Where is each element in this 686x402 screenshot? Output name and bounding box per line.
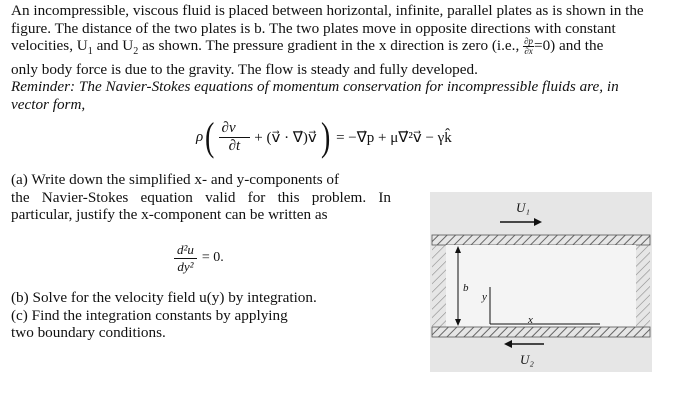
dp-dx-fraction: $\frac{\partial p}{\partial x}$ xyxy=(524,36,534,57)
gap-label: b xyxy=(463,282,469,294)
fluid-region xyxy=(446,245,636,327)
right-paren: ) xyxy=(320,114,331,159)
problem-statement xyxy=(11,2,677,114)
parallel-plates-figure xyxy=(430,192,660,377)
part-a xyxy=(11,171,391,224)
left-paren: ( xyxy=(205,114,215,159)
part-c-line-2: two boundary conditions. xyxy=(11,324,166,342)
reminder-line-1: Reminder: The Navier-Stokes equations of momentum conservation for incompressible fluids are, in xyxy=(11,78,619,96)
u1-label: U₁ xyxy=(516,200,530,215)
right-wall xyxy=(636,245,650,327)
part-a-line-1: (a) Write down the simplified x- and y-components of xyxy=(11,171,340,188)
second-derivative-fraction: $\frac{\text{d²u}}{\text{dy²}}$ xyxy=(174,242,197,275)
intro-line-4: only body force is due to the gravity. The flow is steady and fully developed. xyxy=(11,60,478,78)
part-c-line-1: (c) Find the integration constants by applying xyxy=(11,306,288,324)
left-wall xyxy=(432,245,446,327)
x-label: x xyxy=(528,314,533,326)
top-plate xyxy=(432,235,650,245)
simplified-eq-rhs: = 0. xyxy=(201,250,224,265)
part-a-line-2: the Navier-Stokes equation valid for this problem. In xyxy=(11,188,391,206)
y-label: y xyxy=(482,291,487,303)
part-b-line: (b) Solve for the velocity field u(y) by integration. xyxy=(11,289,317,306)
u2-label: U₂ xyxy=(520,352,534,367)
convective-term: + (v⃗ · ∇⃗)v⃗ xyxy=(254,129,317,146)
part-b-c xyxy=(11,289,391,342)
part-a-line-3: particular, justify the x-component can be written as xyxy=(11,206,328,224)
time-derivative-fraction: $\frac{\partial v⃗}{\partial t}$ xyxy=(219,120,251,155)
simplified-equation xyxy=(172,240,224,276)
reminder-line-2: vector form, xyxy=(11,96,86,113)
intro-line-1: An incompressible, viscous fluid is placed between horizontal, infinite, parallel plates as is shown in the xyxy=(11,2,644,19)
bottom-plate xyxy=(432,327,650,337)
intro-line-2: figure. The distance of the two plates is b. The two plates move in opposite directions with constant xyxy=(11,19,616,37)
equation-rhs: = −∇⃗p + μ∇⃗²v⃗ − γk̂ xyxy=(336,129,452,146)
navier-stokes-equation xyxy=(196,112,452,162)
intro-line-3: velocities, $U_1$ and $U_2$ as shown. The pressure gradient in the x direction is zero (i.e., $\frac{\partial p}{\partial x}$ =0) and the xyxy=(11,36,604,58)
rho-symbol: ρ xyxy=(196,128,204,145)
